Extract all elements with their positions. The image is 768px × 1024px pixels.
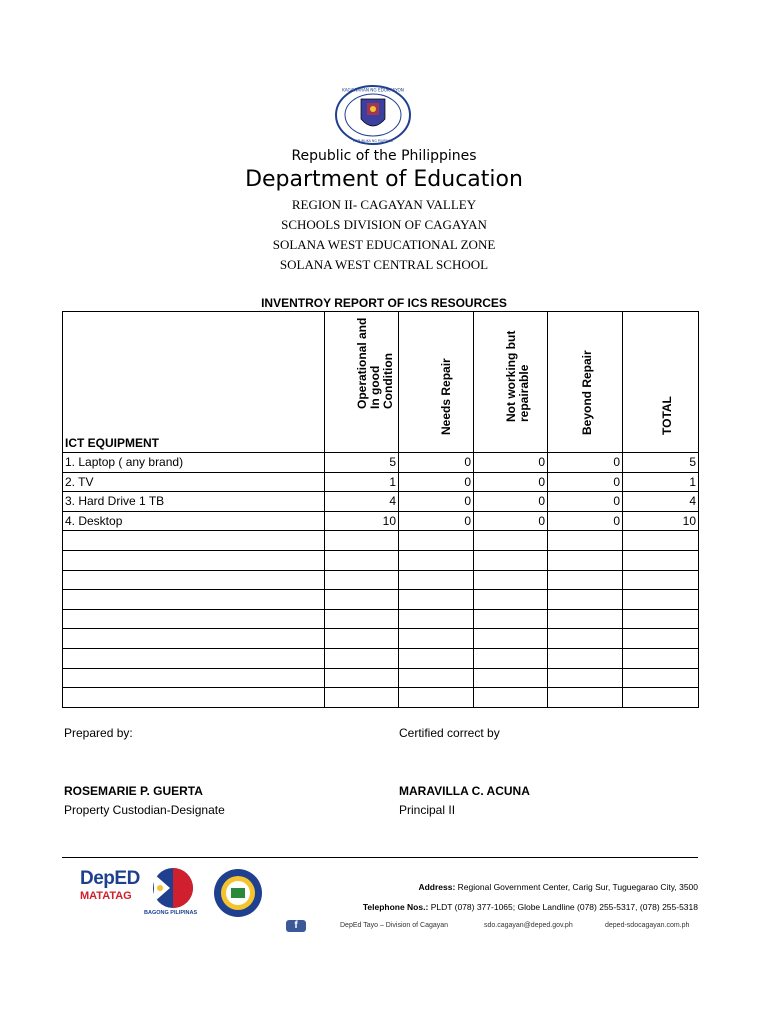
col-header-operational-label: Operational and In good Condition (354, 317, 395, 409)
empty-cell (623, 648, 699, 668)
cell-total: 5 (623, 453, 699, 473)
empty-cell (548, 570, 623, 590)
empty-cell (325, 648, 399, 668)
empty-cell (63, 590, 325, 610)
empty-cell (474, 648, 548, 668)
empty-cell (399, 688, 474, 708)
footer-divider (62, 857, 698, 858)
empty-cell (325, 531, 399, 551)
telephone-label: Telephone Nos.: (362, 902, 429, 912)
empty-cell (325, 550, 399, 570)
empty-table-row (63, 629, 699, 649)
col-header-beyond-repair-label: Beyond Repair (580, 350, 594, 435)
empty-cell (325, 668, 399, 688)
empty-cell (474, 609, 548, 629)
empty-cell (63, 688, 325, 708)
telephone-value: PLDT (078) 377-1065; Globe Landline (078) 255-5317, (078) 255-5318 (430, 902, 698, 912)
cell-repairable: 0 (474, 492, 548, 512)
empty-cell (548, 550, 623, 570)
empty-cell (623, 629, 699, 649)
empty-cell (399, 550, 474, 570)
empty-cell (399, 648, 474, 668)
empty-cell (548, 629, 623, 649)
col-header-needs-repair-label: Needs Repair (439, 358, 453, 435)
empty-cell (623, 550, 699, 570)
empty-cell (474, 590, 548, 610)
col-header-operational (325, 312, 399, 453)
facebook-page-link[interactable]: DepEd Tayo – Division of Cagayan (340, 922, 449, 929)
empty-cell (623, 570, 699, 590)
inventory-table (62, 311, 699, 708)
empty-cell (474, 531, 548, 551)
cell-equipment: 3. Hard Drive 1 TB (63, 492, 325, 512)
cell-repairable: 0 (474, 472, 548, 492)
address-value: Regional Government Center, Carig Sur, Tuguegarao City, 3500 (457, 882, 698, 892)
cell-beyond-repair: 0 (548, 511, 623, 531)
certifier-title: Principal II (399, 803, 456, 817)
cell-equipment: 4. Desktop (63, 511, 325, 531)
col-header-beyond-repair (548, 312, 623, 453)
empty-table-row (63, 590, 699, 610)
empty-cell (325, 688, 399, 708)
empty-table-row (63, 531, 699, 551)
empty-cell (474, 688, 548, 708)
prepared-by-label: Prepared by: (64, 726, 133, 740)
table-row (63, 492, 699, 512)
empty-cell (63, 570, 325, 590)
empty-cell (623, 668, 699, 688)
preparer-name: ROSEMARIE P. GUERTA (64, 784, 203, 798)
table-row (63, 472, 699, 492)
empty-cell (399, 609, 474, 629)
address-label: Address: (418, 882, 456, 892)
empty-cell (399, 590, 474, 610)
republic-heading: Republic of the Philippines (291, 148, 477, 164)
cell-operational: 10 (325, 511, 399, 531)
empty-table-row (63, 688, 699, 708)
empty-cell (623, 609, 699, 629)
col-header-repairable (474, 312, 548, 453)
empty-cell (623, 590, 699, 610)
empty-cell (623, 688, 699, 708)
empty-table-row (63, 570, 699, 590)
seal-text-top: KAGAWARAN NG EDUKASYON (342, 87, 404, 93)
seal-text-bottom: REPUBLIKA NG PILIPINAS (353, 139, 393, 143)
empty-cell (399, 629, 474, 649)
col-header-needs-repair (399, 312, 474, 453)
empty-cell (474, 668, 548, 688)
empty-cell (623, 531, 699, 551)
empty-cell (63, 648, 325, 668)
cell-needs-repair: 0 (399, 511, 474, 531)
col-header-equipment: ICT EQUIPMENT (63, 312, 325, 453)
empty-table-row (63, 550, 699, 570)
col-header-total-label: TOTAL (659, 396, 674, 435)
department-heading: Department of Education (245, 167, 523, 192)
empty-cell (548, 531, 623, 551)
empty-cell (548, 668, 623, 688)
cell-needs-repair: 0 (399, 472, 474, 492)
cell-beyond-repair: 0 (548, 492, 623, 512)
empty-cell (325, 590, 399, 610)
empty-cell (63, 629, 325, 649)
deped-matatag-logo (80, 868, 144, 918)
empty-cell (474, 570, 548, 590)
empty-table-row (63, 648, 699, 668)
cell-beyond-repair: 0 (548, 453, 623, 473)
matatag-text: MATATAG (80, 890, 132, 902)
empty-cell (325, 609, 399, 629)
empty-table-row (63, 609, 699, 629)
cell-needs-repair: 0 (399, 453, 474, 473)
cell-repairable: 0 (474, 453, 548, 473)
cell-operational: 1 (325, 472, 399, 492)
empty-cell (399, 531, 474, 551)
cell-beyond-repair: 0 (548, 472, 623, 492)
division-seal-logo (213, 868, 263, 918)
empty-cell (63, 550, 325, 570)
bagong-pilipinas-logo (146, 866, 200, 916)
table-row (63, 453, 699, 473)
cell-operational: 4 (325, 492, 399, 512)
website-link[interactable]: deped-sdocagayan.com.ph (605, 922, 690, 929)
division-line: SCHOOLS DIVISION OF CAGAYAN (281, 217, 487, 232)
address-line (418, 882, 698, 892)
empty-cell (548, 609, 623, 629)
col-header-total (623, 312, 699, 453)
telephone-line (363, 902, 698, 912)
empty-cell (63, 609, 325, 629)
zone-line: SOLANA WEST EDUCATIONAL ZONE (272, 237, 496, 252)
empty-cell (474, 550, 548, 570)
cell-total: 4 (623, 492, 699, 512)
email-link[interactable]: sdo.cagayan@deped.gov.ph (484, 922, 573, 929)
empty-cell (325, 629, 399, 649)
certifier-name: MARAVILLA C. ACUNA (399, 784, 530, 798)
certified-by-label: Certified correct by (399, 726, 500, 740)
empty-cell (63, 531, 325, 551)
cell-repairable: 0 (474, 511, 548, 531)
school-line: SOLANA WEST CENTRAL SCHOOL (279, 257, 489, 272)
empty-cell (548, 648, 623, 668)
facebook-icon[interactable]: f (286, 920, 306, 932)
empty-cell (548, 590, 623, 610)
table-header-row (63, 312, 699, 453)
preparer-title: Property Custodian-Designate (64, 803, 225, 817)
cell-total: 10 (623, 511, 699, 531)
cell-equipment: 2. TV (63, 472, 325, 492)
report-title: INVENTROY REPORT OF ICS RESOURCES (261, 296, 507, 310)
deped-logo-text: DepED (80, 868, 140, 889)
cell-operational: 5 (325, 453, 399, 473)
deped-seal-logo (334, 85, 412, 145)
empty-cell (325, 570, 399, 590)
region-line: REGION II- CAGAYAN VALLEY (291, 197, 477, 212)
empty-table-row (63, 668, 699, 688)
col-header-repairable-label: Not working but repairable (503, 330, 531, 422)
cell-equipment: 1. Laptop ( any brand) (63, 453, 325, 473)
cell-needs-repair: 0 (399, 492, 474, 512)
cell-total: 1 (623, 472, 699, 492)
empty-cell (399, 570, 474, 590)
bagong-pilipinas-text: BAGONG PILIPINAS (144, 910, 198, 916)
empty-cell (548, 688, 623, 708)
table-row (63, 511, 699, 531)
empty-cell (399, 668, 474, 688)
empty-cell (63, 668, 325, 688)
empty-cell (474, 629, 548, 649)
